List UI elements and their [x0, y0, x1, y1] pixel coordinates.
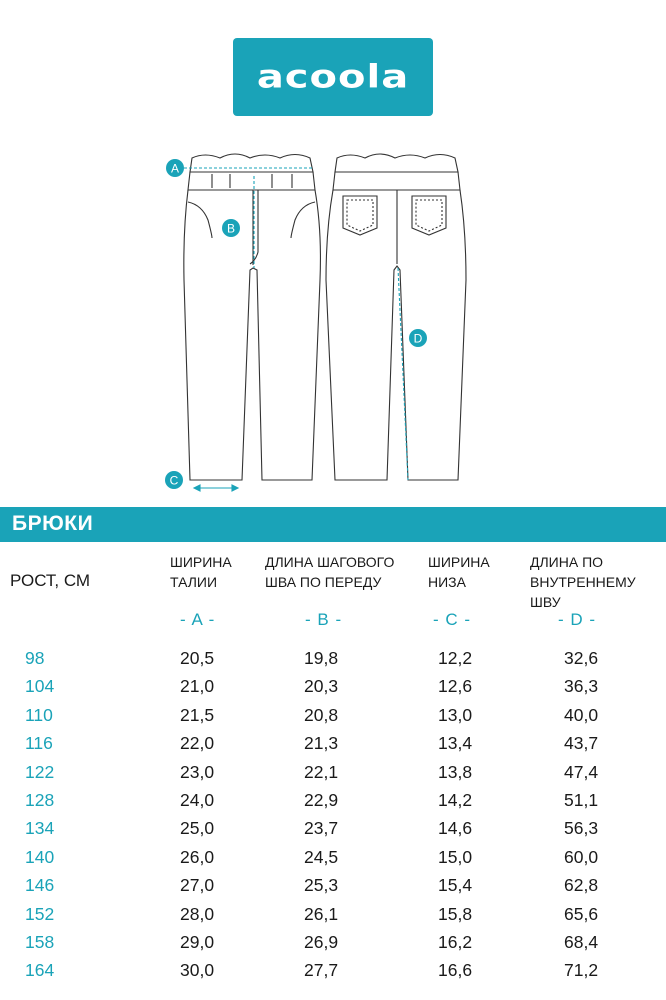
back-outline	[326, 190, 466, 480]
cell-a: 25,0	[180, 818, 215, 839]
table-row	[0, 733, 666, 761]
trousers-technical-drawing	[150, 140, 490, 510]
cell-c: 12,2	[438, 648, 473, 668]
front-ruffle-lines	[212, 174, 292, 188]
cell-c: 13,0	[438, 704, 473, 725]
table-row	[0, 847, 666, 875]
header-hem-width: ШИРИНА НИЗА	[428, 554, 490, 590]
cell-b: 20,3	[304, 676, 339, 697]
cell-a: 21,0	[180, 676, 215, 697]
marker-b-label: B	[226, 221, 236, 236]
back-left-pocket	[343, 196, 377, 235]
back-right-pocket	[412, 196, 446, 235]
cell-d: 65,6	[564, 903, 599, 924]
cell-a: 24,0	[180, 789, 215, 810]
cell-d: 60,0	[564, 846, 599, 867]
cell-c: 15,0	[438, 846, 473, 867]
cell-a: 26,0	[180, 846, 215, 867]
back-waistband-ruffle	[335, 154, 458, 172]
size-cell: 122	[25, 761, 55, 782]
size-cell: 116	[25, 733, 53, 754]
table-row	[0, 705, 666, 733]
cell-d: 56,3	[564, 818, 599, 839]
cell-c: 13,4	[438, 733, 473, 754]
marker-b	[222, 219, 240, 237]
marker-d-label: D	[413, 331, 423, 346]
front-waistband	[188, 172, 315, 190]
cell-d: 40,0	[564, 704, 599, 725]
cell-b: 21,3	[304, 733, 339, 754]
size-cell: 104	[25, 676, 55, 697]
cell-c: 15,4	[438, 875, 473, 896]
cell-d: 36,3	[564, 676, 599, 697]
table-row	[0, 960, 666, 988]
cell-a: 28,0	[180, 903, 215, 924]
section-title: БРЮКИ	[12, 512, 94, 535]
cell-b: 19,8	[304, 648, 339, 668]
size-cell: 134	[25, 818, 55, 839]
cell-d: 51,1	[564, 789, 599, 810]
cell-a: 30,0	[180, 960, 215, 981]
table-row	[0, 762, 666, 790]
cell-b: 26,9	[304, 931, 339, 952]
header-front-rise: ДЛИНА ШАГОВОГО ШВА ПО ПЕРЕДУ	[265, 554, 395, 590]
cell-b: 23,7	[304, 818, 339, 839]
cell-a: 27,0	[180, 875, 215, 896]
cell-b: 26,1	[304, 903, 339, 924]
cell-a: 23,0	[180, 761, 215, 782]
cell-d: 62,8	[564, 875, 599, 896]
size-cell: 110	[25, 704, 53, 725]
cell-c: 12,6	[438, 676, 473, 697]
back-waistband	[333, 172, 460, 190]
cell-d: 47,4	[564, 761, 599, 782]
size-cell: 140	[25, 846, 55, 867]
column-letter-d: - D -	[558, 610, 597, 629]
size-cell: 152	[25, 903, 55, 924]
table-row	[0, 904, 666, 932]
cell-b: 20,8	[304, 704, 339, 725]
column-letter-c: - C -	[433, 610, 472, 629]
cell-c: 16,6	[438, 960, 473, 981]
header-waist-width: ШИРИНА ТАЛИИ	[170, 554, 232, 590]
measure-d-line	[398, 268, 408, 480]
marker-c-label: C	[169, 473, 179, 488]
cell-a: 21,5	[180, 704, 215, 725]
table-row	[0, 790, 666, 818]
cell-a: 22,0	[180, 733, 215, 754]
cell-a: 20,5	[180, 648, 215, 668]
front-right-pocket	[291, 202, 315, 238]
cell-a: 29,0	[180, 931, 215, 952]
cell-c: 14,2	[438, 789, 473, 810]
cell-d: 32,6	[564, 648, 599, 668]
size-cell: 158	[25, 931, 55, 952]
table-row	[0, 648, 666, 676]
size-cell: 128	[25, 789, 55, 810]
front-left-pocket	[188, 202, 212, 238]
header-height: РОСТ, СМ	[10, 571, 91, 590]
cell-b: 24,5	[304, 846, 339, 867]
cell-c: 14,6	[438, 818, 473, 839]
cell-b: 22,9	[304, 789, 339, 810]
column-letter-b: - B -	[305, 610, 343, 629]
table-row	[0, 932, 666, 960]
brand-logo	[233, 38, 433, 116]
size-cell: 146	[25, 875, 55, 896]
section-banner	[0, 507, 666, 542]
front-waistband-ruffle	[190, 154, 313, 172]
brand-logo-text: acoola	[256, 58, 410, 96]
table-row	[0, 818, 666, 846]
cell-c: 13,8	[438, 761, 473, 782]
marker-a	[166, 159, 184, 177]
cell-d: 71,2	[564, 960, 599, 981]
cell-d: 68,4	[564, 931, 599, 952]
cell-d: 43,7	[564, 733, 599, 754]
front-outline	[184, 190, 321, 480]
marker-a-label: A	[170, 161, 180, 176]
marker-c	[165, 471, 183, 489]
table-row	[0, 875, 666, 903]
size-cell: 164	[25, 960, 55, 981]
cell-b: 22,1	[304, 761, 339, 782]
cell-c: 15,8	[438, 903, 473, 924]
column-letter-a: - A -	[180, 610, 216, 629]
cell-c: 16,2	[438, 931, 473, 952]
cell-b: 25,3	[304, 875, 339, 896]
table-row	[0, 676, 666, 704]
size-cell: 98	[25, 648, 45, 668]
cell-b: 27,7	[304, 960, 339, 981]
header-inseam-length: ДЛИНА ПО ВНУТРЕННЕМУ ШВУ	[530, 554, 636, 610]
size-table	[0, 648, 666, 989]
marker-d	[409, 329, 427, 347]
